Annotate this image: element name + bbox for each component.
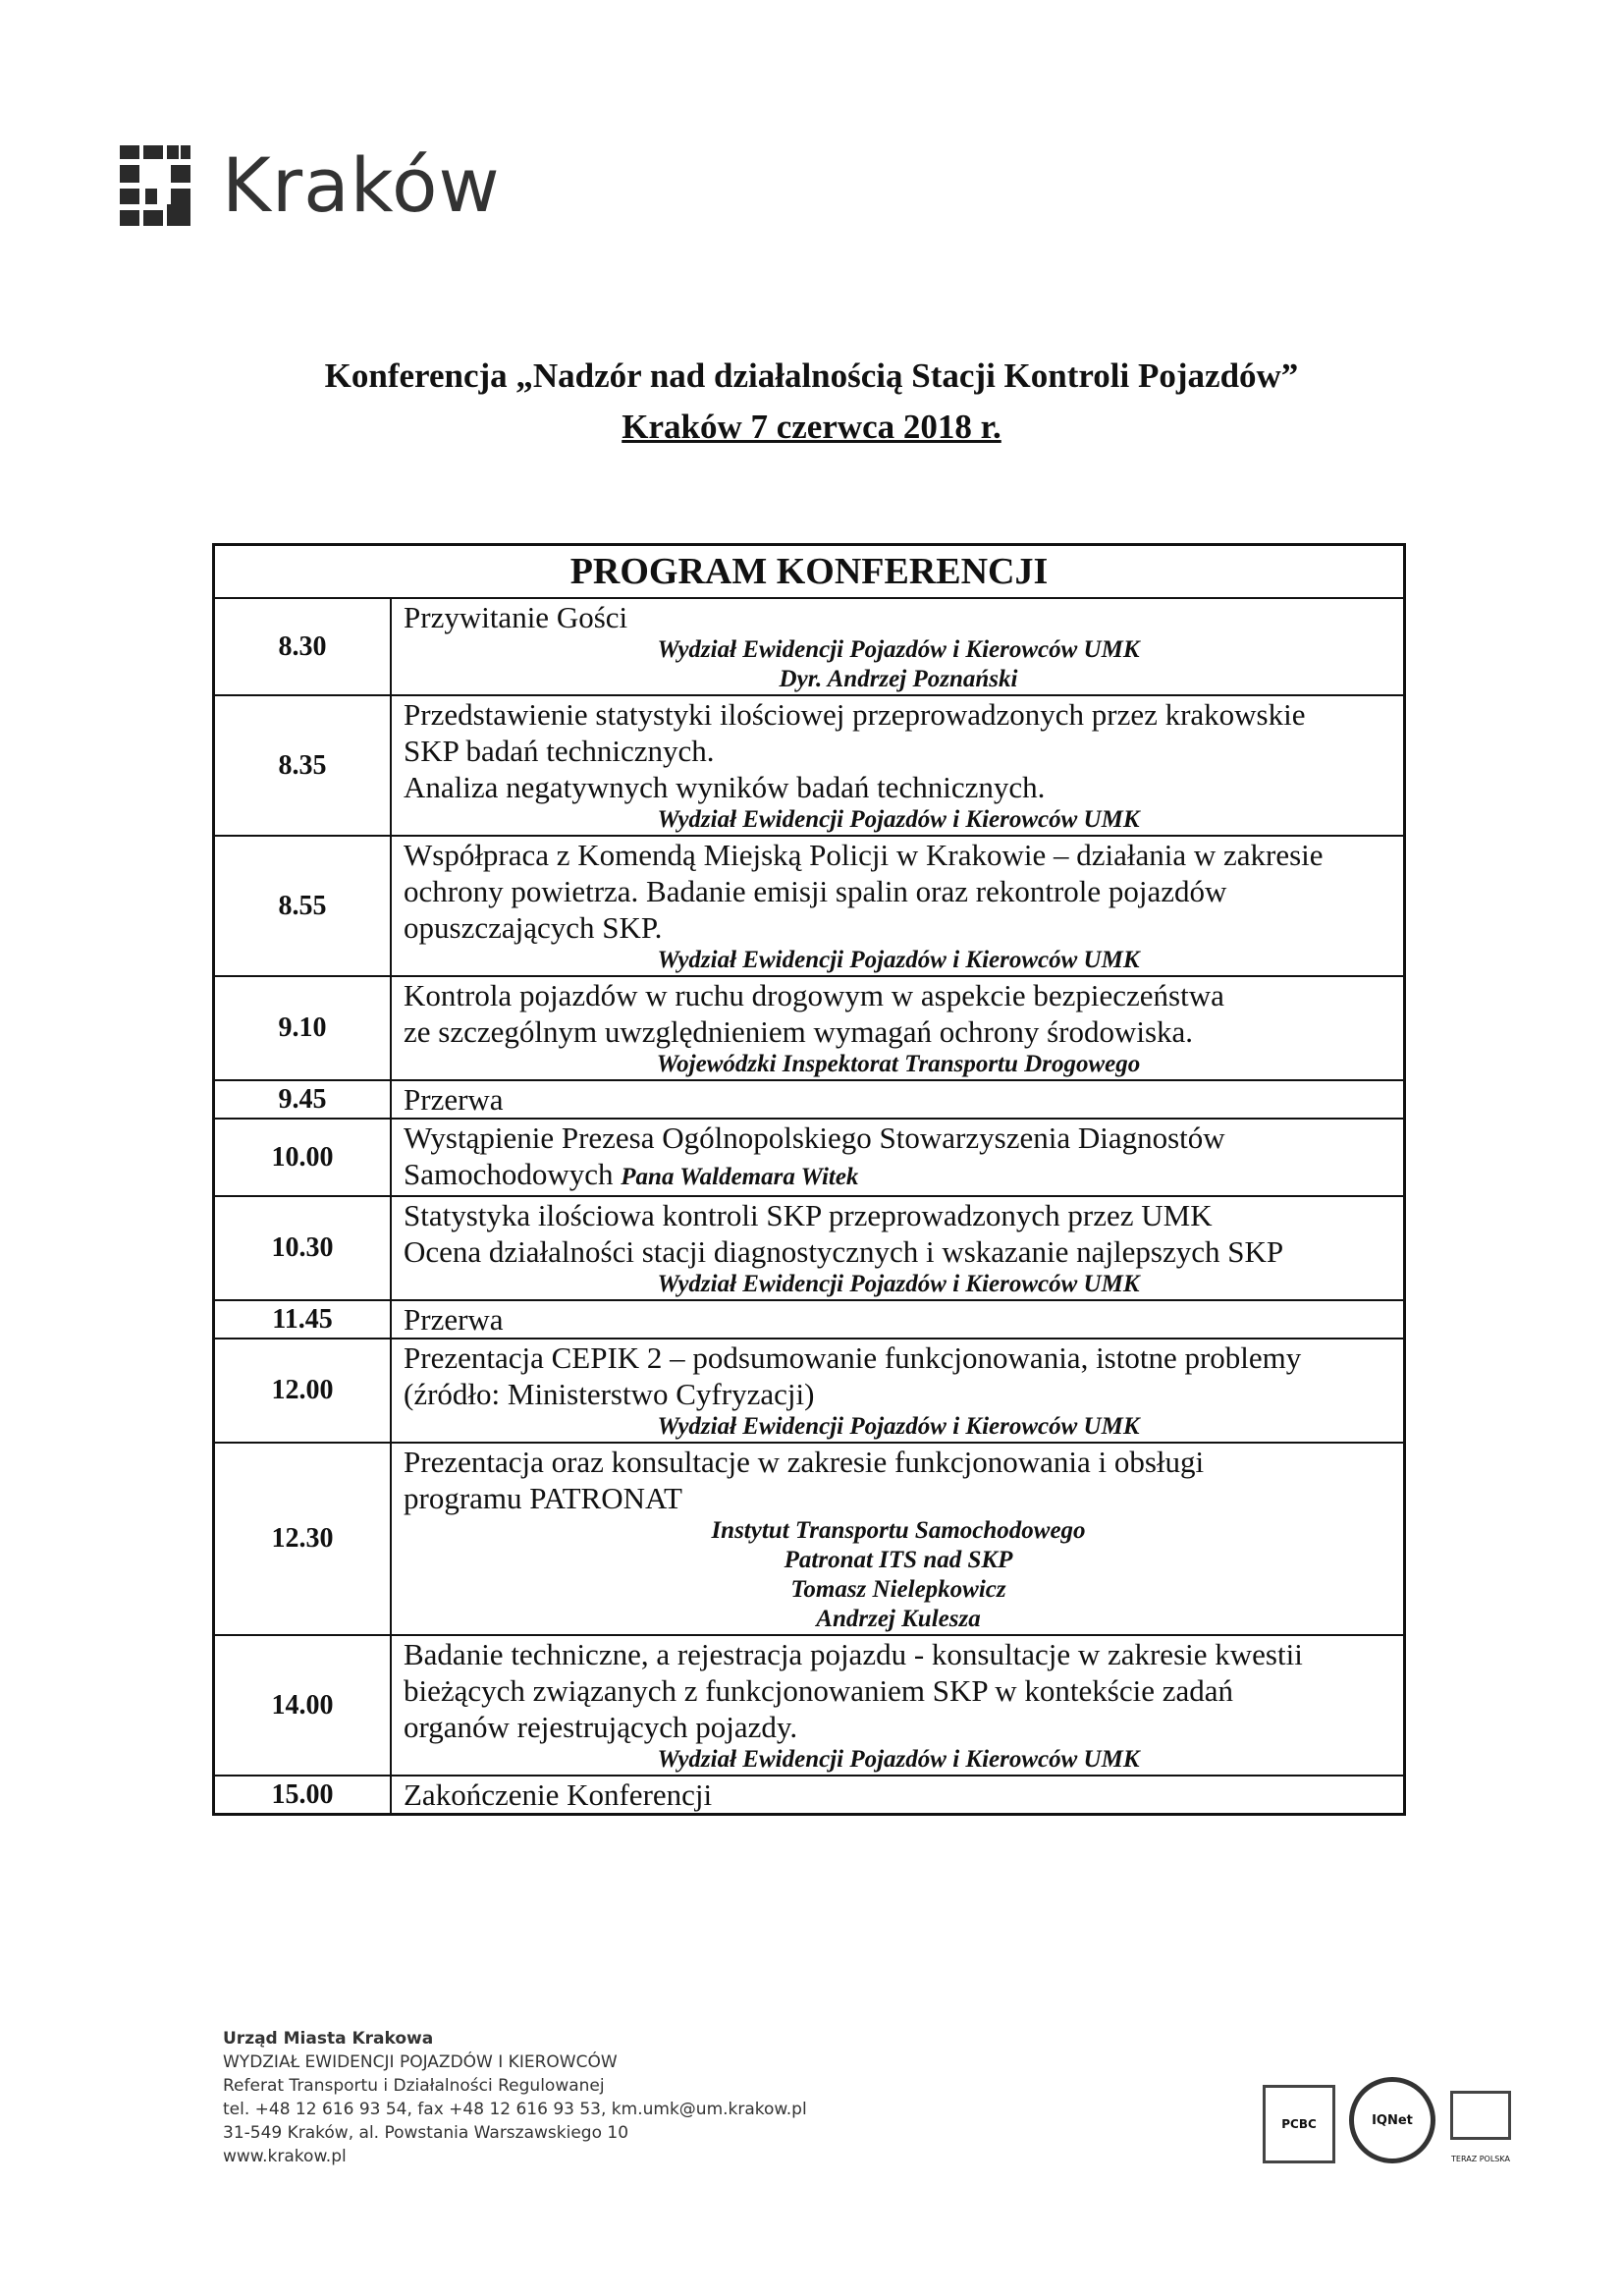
program-row xyxy=(214,1339,1405,1443)
program-line: programu PATRONAT xyxy=(404,1481,682,1515)
program-line xyxy=(404,1156,1393,1195)
footer-line: tel. +48 12 616 93 54, fax +48 12 616 93 53, km.umk@um.krakow.pl xyxy=(223,2100,807,2119)
program-line: organów rejestrujących pojazdy. xyxy=(404,1710,798,1744)
program-line: Kontrola pojazdów w ruchu drogowym w aspekcie bezpieczeństwa xyxy=(404,978,1224,1012)
program-description xyxy=(391,695,1405,836)
program-description xyxy=(391,1119,1405,1196)
program-line: opuszczających SKP. xyxy=(404,910,663,945)
program-time: 8.55 xyxy=(214,836,392,976)
krakow-logo-mark-icon xyxy=(120,145,190,226)
program-line: Przerwa xyxy=(404,1302,504,1337)
program-line: SKP badań technicznych. xyxy=(404,734,715,768)
program-organizer: Wydział Ewidencji Pojazdów i Kierowców UMK xyxy=(657,1746,1140,1773)
program-row xyxy=(214,1776,1405,1815)
program-row xyxy=(214,1443,1405,1635)
program-description xyxy=(391,836,1405,976)
program-line: Statystyka ilościowa kontroli SKP przeprowadzonych przez UMK xyxy=(404,1198,1213,1232)
program-line: Analiza negatywnych wyników badań technicznych. xyxy=(404,770,1046,804)
program-time: 10.00 xyxy=(214,1119,392,1196)
program-organizer: Instytut Transportu Samochodowego xyxy=(711,1517,1086,1544)
program-row xyxy=(214,1300,1405,1339)
program-line: Prezentacja oraz konsultacje w zakresie funkcjonowania i obsługi xyxy=(404,1445,1205,1479)
program-time: 8.35 xyxy=(214,695,392,836)
document-title xyxy=(0,351,1623,453)
teraz-polska-icon: TERAZ POLSKA xyxy=(1449,2091,1512,2163)
footer-address xyxy=(223,2027,807,2168)
program-description xyxy=(391,1443,1405,1635)
program-time: 14.00 xyxy=(214,1635,392,1776)
program-organizer: Dyr. Andrzej Poznański xyxy=(779,666,1018,692)
program-organizer: Wydział Ewidencji Pojazdów i Kierowców UMK xyxy=(657,947,1140,973)
program-organizer: Andrzej Kulesza xyxy=(816,1606,981,1632)
iqnet-cert-icon: IQNet xyxy=(1349,2077,1435,2163)
program-line: Przerwa xyxy=(404,1082,504,1117)
program-row xyxy=(214,1196,1405,1300)
program-line: Współpraca z Komendą Miejską Policji w Krakowie – działania w zakresie xyxy=(404,838,1324,872)
program-organizer: Patronat ITS nad SKP xyxy=(784,1547,1013,1573)
logo-text: Kraków xyxy=(222,141,501,229)
program-organizer: Wydział Ewidencji Pojazdów i Kierowców UMK xyxy=(657,1413,1140,1440)
program-time: 11.45 xyxy=(214,1300,392,1339)
footer-line: Urząd Miasta Krakowa xyxy=(223,2029,434,2049)
program-organizer: Wojewódzki Inspektorat Transportu Drogowego xyxy=(656,1051,1141,1077)
program-description xyxy=(391,1080,1405,1119)
program-table xyxy=(212,543,1406,1816)
krakow-logo xyxy=(120,141,501,229)
certification-logos xyxy=(1263,2077,1512,2163)
program-description xyxy=(391,1196,1405,1300)
program-line: ochrony powietrza. Badanie emisji spalin oraz rekontrole pojazdów xyxy=(404,874,1227,908)
program-row xyxy=(214,695,1405,836)
program-row xyxy=(214,598,1405,695)
program-row xyxy=(214,1635,1405,1776)
program-description xyxy=(391,976,1405,1080)
program-organizer: Wydział Ewidencji Pojazdów i Kierowców UMK xyxy=(657,1271,1140,1297)
program-time: 8.30 xyxy=(214,598,392,695)
program-heading: PROGRAM KONFERENCJI xyxy=(214,545,1405,599)
program-line: Przedstawienie statystyki ilościowej przeprowadzonych przez krakowskie xyxy=(404,697,1306,732)
footer-line: 31-549 Kraków, al. Powstania Warszawskiego 10 xyxy=(223,2123,629,2143)
program-organizer: Wydział Ewidencji Pojazdów i Kierowców UMK xyxy=(657,806,1140,833)
program-time: 15.00 xyxy=(214,1776,392,1815)
footer-line: WYDZIAŁ EWIDENCJI POJAZDÓW I KIEROWCÓW xyxy=(223,2052,618,2072)
program-time: 12.30 xyxy=(214,1443,392,1635)
program-heading-row xyxy=(214,545,1405,599)
program-description xyxy=(391,1635,1405,1776)
program-description xyxy=(391,1776,1405,1815)
program-time: 9.10 xyxy=(214,976,392,1080)
program-line: Wystąpienie Prezesa Ogólnopolskiego Stowarzyszenia Diagnostów xyxy=(404,1121,1225,1155)
program-time: 12.00 xyxy=(214,1339,392,1443)
program-line: bieżących związanych z funkcjonowaniem SKP w kontekście zadań xyxy=(404,1673,1233,1708)
program-line: Zakończenie Konferencji xyxy=(404,1777,713,1812)
footer-line: Referat Transportu i Działalności Regulowanej xyxy=(223,2076,605,2096)
program-line: ze szczególnym uwzględnieniem wymagań ochrony środowiska. xyxy=(404,1014,1194,1049)
pcbc-cert-icon: PCBC xyxy=(1263,2085,1335,2163)
program-line: Ocena działalności stacji diagnostycznych i wskazanie najlepszych SKP xyxy=(404,1234,1284,1269)
program-line-text: Samochodowych xyxy=(404,1157,622,1191)
program-row xyxy=(214,976,1405,1080)
program-description xyxy=(391,598,1405,695)
program-row xyxy=(214,1119,1405,1196)
program-row xyxy=(214,1080,1405,1119)
program-line: Prezentacja CEPIK 2 – podsumowanie funkcjonowania, istotne problemy xyxy=(404,1340,1302,1375)
program-row xyxy=(214,836,1405,976)
program-organizer: Wydział Ewidencji Pojazdów i Kierowców UMK xyxy=(657,636,1140,663)
program-description xyxy=(391,1300,1405,1339)
program-line: Badanie techniczne, a rejestracja pojazdu - konsultacje w zakresie kwestii xyxy=(404,1637,1303,1671)
speaker-name: Pana Waldemara Witek xyxy=(621,1164,859,1190)
conference-title: Konferencja „Nadzór nad działalnością Stacji Kontroli Pojazdów” xyxy=(324,356,1299,395)
program-description xyxy=(391,1339,1405,1443)
conference-date: Kraków 7 czerwca 2018 r. xyxy=(622,408,1001,446)
program-line: (źródło: Ministerstwo Cyfryzacji) xyxy=(404,1377,815,1411)
program-organizer: Tomasz Nielepkowicz xyxy=(790,1576,1006,1603)
program-time: 9.45 xyxy=(214,1080,392,1119)
program-line: Przywitanie Gości xyxy=(404,600,628,634)
footer-line: www.krakow.pl xyxy=(223,2147,347,2166)
program-time: 10.30 xyxy=(214,1196,392,1300)
